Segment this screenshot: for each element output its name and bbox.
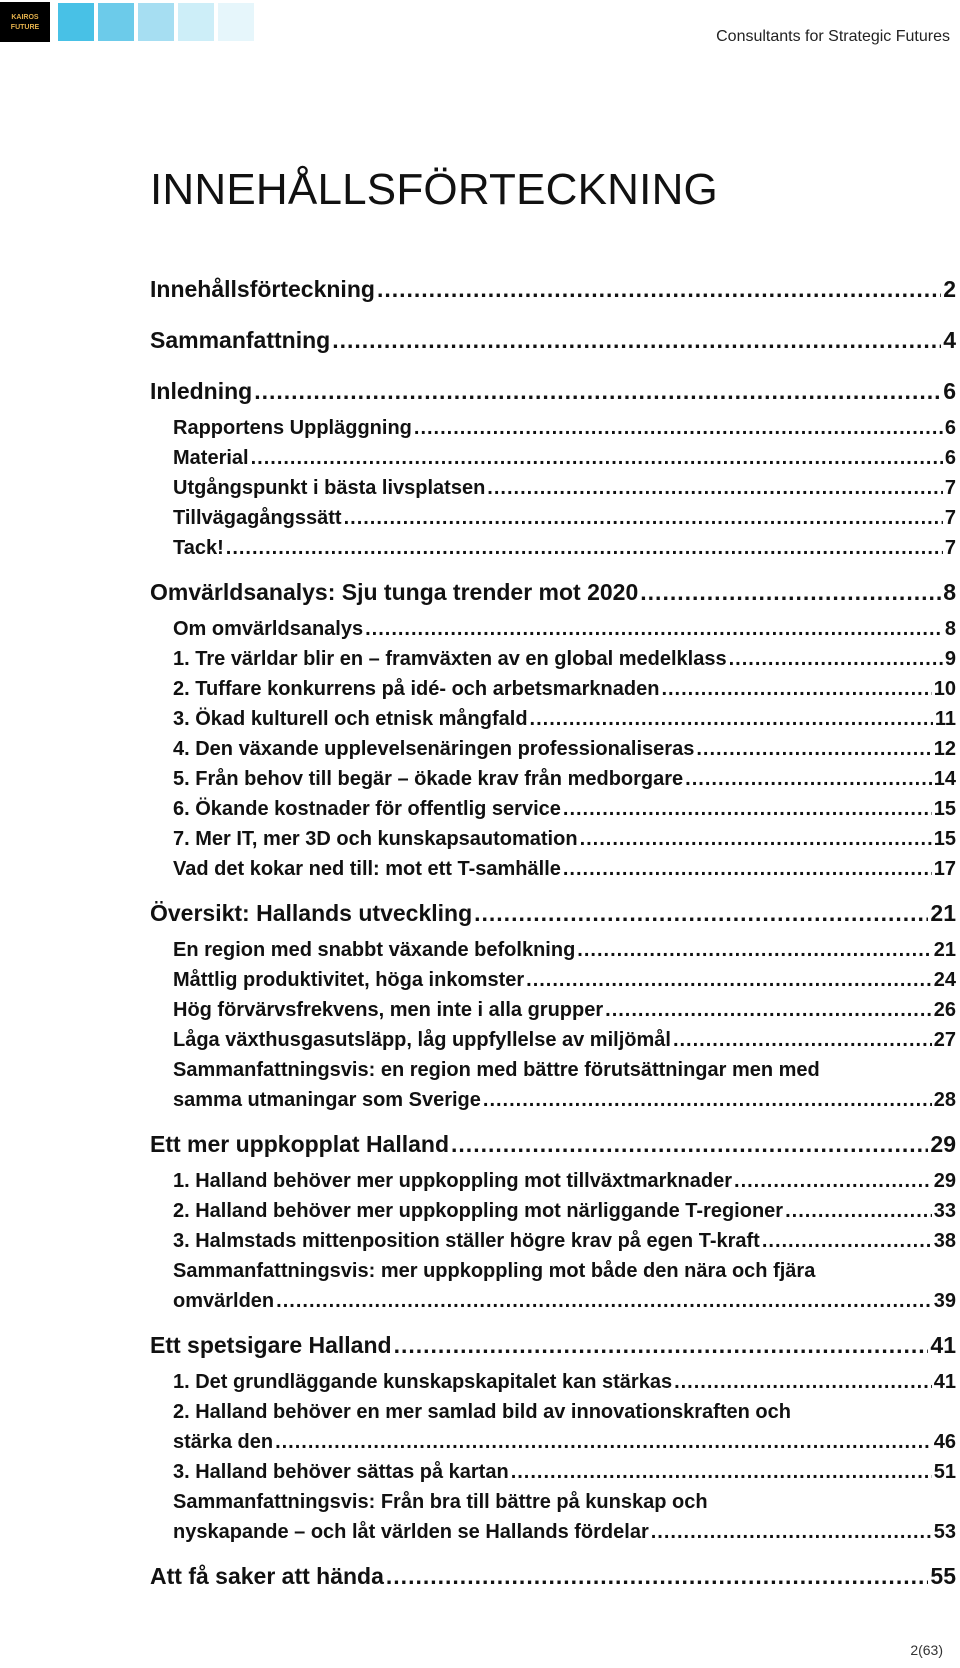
toc-entry-label: Tillvägagångssätt <box>173 507 342 529</box>
toc-dot-leader <box>685 764 932 794</box>
toc-dot-leader <box>474 892 928 935</box>
toc-dot-leader <box>251 443 943 473</box>
toc-entry-page-number: 38 <box>933 1230 956 1252</box>
toc-dot-leader <box>673 1025 932 1055</box>
toc-entry-section[interactable] <box>150 965 956 995</box>
toc-entry-label: 2. Halland behöver mer uppkoppling mot närliggande T-regioner <box>173 1200 784 1222</box>
toc-entry-section[interactable] <box>150 644 956 674</box>
toc-entry-section[interactable] <box>150 503 956 533</box>
toc-entry-page-number: 11 <box>934 708 956 730</box>
toc-entry-page-number: 10 <box>933 678 956 700</box>
toc-entry-label: Omvärldsanalys: Sju tunga trender mot 2020 <box>150 579 639 605</box>
toc-dot-leader <box>640 571 941 614</box>
toc-entry-label: stärka den <box>173 1431 274 1453</box>
kairos-future-logo <box>0 2 50 42</box>
toc-entry-label: Utgångspunkt i bästa livsplatsen <box>173 477 486 499</box>
toc-entry-section[interactable] <box>150 1256 956 1316</box>
toc-dot-leader <box>483 1085 932 1115</box>
color-block <box>58 3 94 41</box>
toc-entry-page-number: 46 <box>933 1431 956 1453</box>
toc-entry-label-line1: 2. Halland behöver en mer samlad bild av innovationskraften och <box>173 1401 791 1423</box>
toc-entry-page-number: 7 <box>944 507 956 529</box>
toc-entry-page-number: 4 <box>943 327 956 353</box>
toc-dot-leader <box>580 824 932 854</box>
toc-entry-page-number: 55 <box>930 1563 956 1589</box>
toc-entry-page-number: 14 <box>933 768 956 790</box>
color-block <box>178 3 214 41</box>
toc-entry-page-number: 12 <box>933 738 956 760</box>
color-block <box>98 3 134 41</box>
toc-entry-section[interactable] <box>150 1457 956 1487</box>
toc-dot-leader <box>511 1457 932 1487</box>
toc-entry-section[interactable] <box>150 935 956 965</box>
toc-entry-label: 2. Tuffare konkurrens på idé- och arbetsmarknaden <box>173 678 660 700</box>
toc-dot-leader <box>696 734 931 764</box>
toc-entry-page-number: 41 <box>930 1332 956 1358</box>
toc-dot-leader <box>275 1427 932 1457</box>
toc-entry-section[interactable] <box>150 614 956 644</box>
toc-dot-leader <box>226 533 943 563</box>
toc-entry-chapter[interactable] <box>150 1123 956 1166</box>
toc-entry-page-number: 8 <box>943 579 956 605</box>
toc-dot-leader <box>762 1226 932 1256</box>
toc-dot-leader <box>365 614 943 644</box>
toc-entry-section[interactable] <box>150 794 956 824</box>
toc-entry-label: En region med snabbt växande befolkning <box>173 939 576 961</box>
toc-entry-section[interactable] <box>150 1196 956 1226</box>
toc-entry-page-number: 51 <box>933 1461 956 1483</box>
color-block <box>138 3 174 41</box>
toc-entry-section[interactable] <box>150 1226 956 1256</box>
toc-entry-section[interactable] <box>150 854 956 884</box>
toc-entry-section[interactable] <box>150 734 956 764</box>
toc-dot-leader <box>451 1123 928 1166</box>
color-block <box>218 3 254 41</box>
toc-entry-section[interactable] <box>150 1055 956 1115</box>
toc-entry-label: 3. Ökad kulturell och etnisk mångfald <box>173 708 528 730</box>
toc-entry-section[interactable] <box>150 764 956 794</box>
table-of-contents <box>150 268 956 1598</box>
toc-entry-page-number: 33 <box>933 1200 956 1222</box>
toc-entry-label-line1: Sammanfattningsvis: mer uppkoppling mot både den nära och fjära <box>173 1260 816 1282</box>
toc-dot-leader <box>563 794 932 824</box>
toc-entry-label: omvärlden <box>173 1290 275 1312</box>
toc-entry-page-number: 17 <box>933 858 956 880</box>
toc-entry-page-number: 39 <box>933 1290 956 1312</box>
toc-entry-page-number: 41 <box>933 1371 956 1393</box>
toc-dot-leader <box>661 674 931 704</box>
toc-dot-leader <box>729 644 943 674</box>
toc-entry-page-number: 9 <box>944 648 956 670</box>
header-tagline: Consultants for Strategic Futures <box>716 28 950 45</box>
toc-entry-label: Innehållsförteckning <box>150 276 375 302</box>
toc-entry-label: 1. Tre världar blir en – framväxten av en global medelklass <box>173 648 727 670</box>
toc-dot-leader <box>605 995 932 1025</box>
toc-dot-leader <box>276 1286 932 1316</box>
toc-entry-page-number: 21 <box>930 900 956 926</box>
toc-entry-chapter[interactable] <box>150 892 956 935</box>
toc-entry-page-number: 29 <box>930 1131 956 1157</box>
toc-entry-chapter[interactable] <box>150 1324 956 1367</box>
toc-entry-chapter[interactable] <box>150 319 956 362</box>
toc-entry-page-number: 15 <box>933 798 956 820</box>
toc-dot-leader <box>526 965 932 995</box>
toc-dot-leader <box>344 503 943 533</box>
toc-entry-chapter[interactable] <box>150 370 956 413</box>
toc-entry-label: Måttlig produktivitet, höga inkomster <box>173 969 525 991</box>
toc-entry-label: Låga växthusgasutsläpp, låg uppfyllelse av miljömål <box>173 1029 671 1051</box>
toc-entry-page-number: 27 <box>933 1029 956 1051</box>
toc-entry-page-number: 28 <box>933 1089 956 1111</box>
toc-entry-label: Material <box>173 447 249 469</box>
toc-entry-section[interactable] <box>150 704 956 734</box>
toc-entry-section[interactable] <box>150 824 956 854</box>
toc-entry-label-line1: Sammanfattningsvis: en region med bättre förutsättningar men med <box>173 1059 820 1081</box>
header-color-blocks <box>58 3 254 41</box>
toc-entry-chapter[interactable] <box>150 571 956 614</box>
toc-entry-page-number: 7 <box>944 537 956 559</box>
toc-entry-label-line1: Sammanfattningsvis: Från bra till bättre på kunskap och <box>173 1491 708 1513</box>
toc-dot-leader <box>254 370 941 413</box>
toc-entry-label: Ett mer uppkopplat Halland <box>150 1131 450 1157</box>
toc-entry-label: Översikt: Hallands utveckling <box>150 900 473 926</box>
toc-dot-leader <box>785 1196 932 1226</box>
toc-entry-section[interactable] <box>150 1166 956 1196</box>
toc-entry-label: Att få saker att hända <box>150 1563 384 1589</box>
toc-entry-page-number: 8 <box>944 618 956 640</box>
toc-entry-page-number: 2 <box>943 276 956 302</box>
logo-line1: KAIROS <box>11 13 39 21</box>
toc-entry-page-number: 6 <box>943 378 956 404</box>
toc-dot-leader <box>734 1166 932 1196</box>
toc-entry-page-number: 26 <box>933 999 956 1021</box>
toc-dot-leader <box>651 1517 932 1547</box>
toc-entry-label: nyskapande – och låt världen se Hallands fördelar <box>173 1521 649 1543</box>
toc-entry-label: 5. Från behov till begär – ökade krav från medborgare <box>173 768 684 790</box>
toc-entry-page-number: 6 <box>944 417 956 439</box>
toc-dot-leader <box>563 854 932 884</box>
toc-entry-section[interactable] <box>150 413 956 443</box>
toc-entry-chapter[interactable] <box>150 1555 956 1598</box>
toc-entry-label: samma utmaningar som Sverige <box>173 1089 481 1111</box>
page-number: 2(63) <box>910 1642 943 1658</box>
toc-entry-page-number: 53 <box>933 1521 956 1543</box>
toc-dot-leader <box>386 1555 929 1598</box>
toc-entry-label: 1. Det grundläggande kunskapskapitalet kan stärkas <box>173 1371 673 1393</box>
toc-entry-label: Sammanfattning <box>150 327 331 353</box>
toc-entry-section[interactable] <box>150 1367 956 1397</box>
toc-entry-label: Om omvärldsanalys <box>173 618 364 640</box>
toc-entry-label: 3. Halland behöver sättas på kartan <box>173 1461 509 1483</box>
toc-entry-section[interactable] <box>150 995 956 1025</box>
toc-entry-page-number: 7 <box>944 477 956 499</box>
toc-dot-leader <box>332 319 941 362</box>
toc-dot-leader <box>377 268 941 311</box>
toc-entry-chapter[interactable] <box>150 268 956 311</box>
toc-entry-section[interactable] <box>150 1397 956 1457</box>
toc-entry-section[interactable] <box>150 443 956 473</box>
toc-dot-leader <box>394 1324 929 1367</box>
logo-line2: FUTURE <box>10 23 40 31</box>
toc-entry-label: Hög förvärvsfrekvens, men inte i alla grupper <box>173 999 604 1021</box>
toc-entry-section[interactable] <box>150 1487 956 1547</box>
toc-entry-label: 4. Den växande upplevelsenäringen professionaliseras <box>173 738 695 760</box>
page-header <box>0 0 960 48</box>
toc-entry-label: Vad det kokar ned till: mot ett T-samhälle <box>173 858 561 880</box>
toc-entry-label: 3. Halmstads mittenposition ställer högre krav på egen T-kraft <box>173 1230 760 1252</box>
toc-entry-page-number: 29 <box>933 1170 956 1192</box>
toc-dot-leader <box>530 704 933 734</box>
toc-entry-label: 6. Ökande kostnader för offentlig service <box>173 798 561 820</box>
toc-entry-page-number: 24 <box>933 969 956 991</box>
toc-entry-label: Ett spetsigare Halland <box>150 1332 392 1358</box>
toc-entry-page-number: 21 <box>933 939 956 961</box>
toc-entry-label: Tack! <box>173 537 224 559</box>
toc-dot-leader <box>674 1367 932 1397</box>
toc-entry-page-number: 6 <box>944 447 956 469</box>
toc-entry-section[interactable] <box>150 533 956 563</box>
toc-entry-label: Rapportens Uppläggning <box>173 417 412 439</box>
toc-entry-section[interactable] <box>150 674 956 704</box>
toc-entry-section[interactable] <box>150 473 956 503</box>
toc-entry-page-number: 15 <box>933 828 956 850</box>
page-title: INNEHÅLLSFÖRTECKNING <box>150 165 718 214</box>
toc-dot-leader <box>487 473 943 503</box>
toc-dot-leader <box>577 935 931 965</box>
toc-entry-label: 7. Mer IT, mer 3D och kunskapsautomation <box>173 828 578 850</box>
toc-entry-label: 1. Halland behöver mer uppkoppling mot tillväxtmarknader <box>173 1170 733 1192</box>
toc-entry-label: Inledning <box>150 378 253 404</box>
toc-dot-leader <box>414 413 943 443</box>
toc-entry-section[interactable] <box>150 1025 956 1055</box>
